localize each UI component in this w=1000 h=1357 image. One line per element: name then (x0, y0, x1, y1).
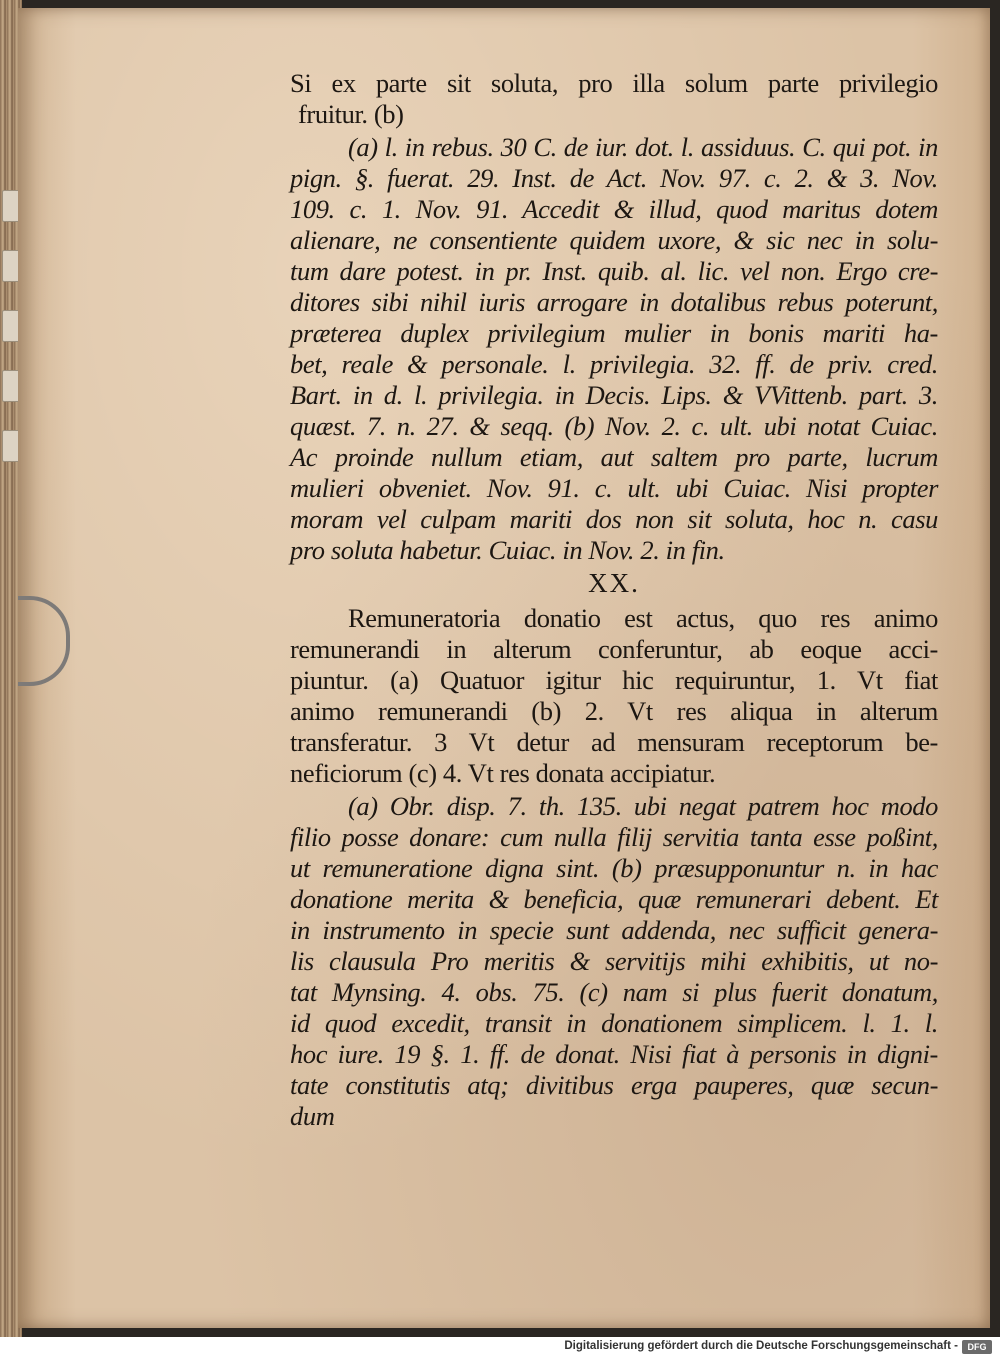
text-line: id quod excedit, transit in donationem simplicem. l. 1. l. (290, 1008, 938, 1038)
text-line: tate constitutis atq; divitibus erga pauperes, quæ secun- (290, 1070, 938, 1100)
text-line: pign. §. fuerat. 29. Inst. de Act. Nov. 97. c. 2. & 3. Nov. (290, 163, 938, 193)
text-line: tat Mynsing. 4. obs. 75. (c) nam si plus fuerit donatum, (290, 977, 938, 1007)
text-line: transferatur. 3 Vt detur ad mensuram receptorum be- (290, 727, 938, 757)
footer-credit: Digitalisierung gefördert durch die Deutsche Forschungsgemeinschaft - (564, 1340, 958, 1352)
text-line: lis clausula Pro meritis & servitijs mihi exhibitis, ut no- (290, 946, 938, 976)
text-line: animo remunerandi (b) 2. Vt res aliqua in alterum (290, 696, 938, 726)
text-line: quæst. 7. n. 27. & seqq. (b) Nov. 2. c. ult. ubi notat Cuiac. (290, 411, 938, 441)
footnote-paragraph (290, 791, 938, 1132)
text-line: Remuneratoria donatio est actus, quo res animo (348, 603, 938, 633)
text-line: piuntur. (a) Quatuor igitur hic requiruntur, 1. Vt fiat (290, 665, 938, 695)
text-line: in instrumento in specie sunt addenda, nec sufficit genera- (290, 915, 938, 945)
text-line: Bart. in d. l. privilegia. in Decis. Lips. & VVittenb. part. 3. (290, 380, 938, 410)
text-line: præterea duplex privilegium mulier in bonis mariti ha- (290, 318, 938, 348)
text-line: tum dare potest. in pr. Inst. quib. al. lic. vel non. Ergo cre- (290, 256, 938, 286)
text-line: (a) l. in rebus. 30 C. de iur. dot. l. assiduus. C. qui pot. in (348, 132, 938, 162)
text-line: XX. (588, 568, 640, 598)
dfg-logo: DFG (962, 1340, 992, 1354)
footer-bar (0, 1337, 1000, 1357)
text-line: ditores sibi nihil iuris arrogare in dotalibus rebus poterunt, (290, 287, 938, 317)
text-line: Si ex parte sit soluta, pro illa solum parte privilegio (290, 68, 938, 98)
text-line: donatione merita & beneficia, quæ remunerari debent. Et (290, 884, 938, 914)
text-line: bet, reale & personale. l. privilegia. 32. ff. de priv. cred. (290, 349, 938, 379)
text-line: dum (290, 1101, 335, 1131)
text-line: fruitur. (b) (298, 99, 404, 129)
text-line: remunerandi in alterum conferuntur, ab eoque acci- (290, 634, 938, 664)
text-line: mulieri obveniet. Nov. 91. c. ult. ubi Cuiac. Nisi propter (290, 473, 938, 503)
body-paragraph (290, 68, 938, 130)
footnote-paragraph (290, 132, 938, 566)
text-line: 109. c. 1. Nov. 91. Accedit & illud, quod maritus dotem (290, 194, 938, 224)
text-line: (a) Obr. disp. 7. th. 135. ubi negat patrem hoc modo (348, 791, 938, 821)
text-line: moram vel culpam mariti dos non sit soluta, hoc n. casu (290, 504, 938, 534)
text-line: hoc iure. 19 §. 1. ff. de donat. Nisi fiat à personis in digni- (290, 1039, 938, 1069)
page-text (290, 68, 938, 1134)
body-paragraph (290, 603, 938, 789)
text-line: alienare, ne consentiente quidem uxore, & sic nec in solu- (290, 225, 938, 255)
section-heading (290, 568, 938, 599)
text-line: filio posse donare: cum nulla filij servitia tanta esse poßint, (290, 822, 938, 852)
page-clip (18, 596, 70, 686)
text-line: pro soluta habetur. Cuiac. in Nov. 2. in fin. (290, 535, 725, 565)
text-line: ut remuneratione digna sint. (b) præsupponuntur n. in hac (290, 853, 938, 883)
text-line: Ac proinde nullum etiam, aut saltem pro parte, lucrum (290, 442, 938, 472)
text-line: neficiorum (c) 4. Vt res donata accipiatur. (290, 758, 716, 788)
